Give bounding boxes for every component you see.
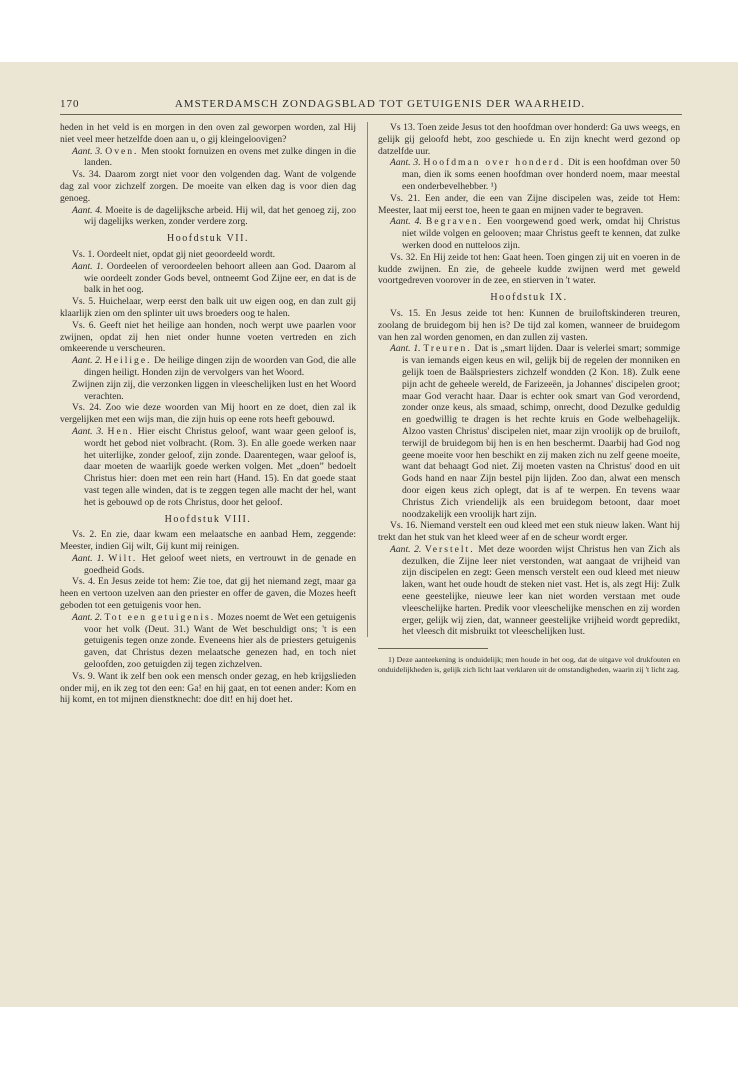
- verse-paragraph: Vs. 15. En Jesus zeide tot hen: Kunnen de bruiloftskinderen treuren, zoolang de bruidegom bij hen is? De tijd zal komen, wanneer de bruidegom van hen zal worden genomen, en dan zullen zij vasten.: [378, 307, 680, 343]
- annotation-paragraph: [60, 426, 356, 509]
- annotation-paragraph: Zwijnen zijn zij, die verzonken liggen in vleeschelijken lust en het Woord verachten.: [72, 378, 356, 402]
- annotation-keyword: Heilige.: [104, 355, 152, 367]
- annotation-paragraph: [378, 544, 680, 638]
- verse-paragraph: Vs. 2. En zie, daar kwam een melaatsche en aanbad Hem, zeggende: Meester, indien Gij wilt, Gij kunt mij reinigen.: [60, 529, 356, 553]
- verse-paragraph: Vs. 9. Want ik zelf ben ook een mensch onder gezag, en heb krijgslieden onder mij, en ik zeg tot den een: Ga! en hij gaat, en tot eenen ander: Kom en hij komt, en tot mijnen dienstknecht: doe dit! en hij doet het.: [60, 670, 356, 706]
- verse-paragraph: Vs. 24. Zoo wie deze woorden van Mij hoort en ze doet, dien zal ik vergelijken met een wijs man, die zijn huis op eene rots heeft gebouwd.: [60, 402, 356, 426]
- annotation-paragraph: [60, 146, 356, 170]
- annotation-text: De heilige dingen zijn de woorden van God, die alle dingen heiligt. Honden zijn de vervolgers van het Woord.: [84, 355, 356, 378]
- verse-paragraph: Vs. 1. Oordeelt niet, opdat gij niet geoordeeld wordt.: [72, 248, 276, 260]
- column-divider: [367, 122, 368, 637]
- annotation-paragraph: [378, 343, 680, 520]
- annotation-paragraph: [60, 355, 356, 379]
- verse-paragraph: Vs. 5. Huichelaar, werp eerst den balk uit uw eigen oog, en dan zult gij klaarlijk zien om den splinter uit uws broeders oog te halen.: [60, 296, 356, 319]
- footnote: 1) Deze aanteekening is onduidelijk; men houde in het oog, dat de uitgave vol drukfouten en onduidelijkheden is, gelijk zich licht laat verklaren uit de omstandigheden, waarin zij 't licht zag.: [378, 655, 680, 674]
- verse-paragraph: Vs. 32. En Hij zeide tot hen: Gaat heen. Toen gingen zij uit en voeren in de kudde zwijnen. En zie, de geheele kudde zwijnen werd met geweld voortgedreven voorover in de zee, en stierven in 't water.: [378, 251, 680, 287]
- chapter-heading: Hoofdstuk VII.: [167, 233, 249, 245]
- annotation-text: Het geloof weet niets, en vertrouwt in de genade en goedheid Gods.: [84, 552, 356, 576]
- annotation-paragraph: [378, 216, 680, 251]
- annotation-label: Aant. 2.: [390, 543, 422, 555]
- annotation-keyword: Wilt.: [108, 552, 138, 564]
- annotation-text: Mozes noemt de Wet een getuigenis voor het volk (Deut. 31.) Want de Wet beschuldigt ons; 't is een getuigenis tegen onze zonde. Eveneens hier als de priesters getuigenis gaven, dat Christus dezen melaatsche genezen had, en toch niet geloofden, zoo getuigden zij tegen zichzelven.: [84, 611, 356, 671]
- verse-paragraph: Vs. 21. Een ander, die een van Zijne discipelen was, zeide tot Hem: Meester, laat mij eerst toe, heen te gaan en mijnen vader te begraven.: [378, 192, 680, 216]
- annotation-paragraph: [60, 205, 356, 229]
- annotation-label: Aant. 2.: [72, 355, 103, 367]
- annotation-keyword: Hoofdman over honderd.: [423, 157, 566, 169]
- annotation-text: Men stookt fornuizen en ovens met zulke dingen in die landen.: [84, 145, 356, 169]
- annotation-label: Aant. 1.: [72, 552, 104, 564]
- page: [0, 62, 738, 1007]
- annotation-keyword: Treuren.: [423, 343, 472, 355]
- right-column: [378, 122, 680, 674]
- annotation-label: Aant. 3.: [72, 145, 103, 157]
- journal-title: AMSTERDAMSCH ZONDAGSBLAD TOT GETUIGENIS DER WAARHEID.: [174, 98, 586, 110]
- left-column: [60, 122, 356, 706]
- annotation-paragraph: [378, 157, 680, 192]
- annotation-label: Aant. 3.: [72, 425, 104, 437]
- annotation-label: Aant. 4.: [72, 204, 103, 216]
- page-number: 170: [60, 98, 80, 110]
- annotation-text: Moeite is de dagelijksche arbeid. Hij wil, dat het genoeg zij, zoo wij dagelijks werken, zonder verdere zorg.: [84, 204, 356, 228]
- verse-paragraph: Vs. 4. En Jesus zeide tot hem: Zie toe, dat gij het niemand zegt, maar ga heen en vertoon uzelven aan den priester en offer de gaven, die Mozes heeft geboden tot een getuigenis voor hen.: [60, 576, 356, 612]
- verse-paragraph: Vs 13. Toen zeide Jesus tot den hoofdman over honderd: Ga uws weegs, en gelijk gij geloofd hebt, zoo geschiede u. En zijn knecht werd gezond op datzelfde uur.: [378, 122, 680, 157]
- annotation-keyword: Hen.: [107, 425, 134, 437]
- annotation-keyword: Tot een getuigenis.: [104, 611, 216, 623]
- annotation-paragraph: [60, 261, 356, 296]
- annotation-label: Aant. 1.: [72, 260, 104, 272]
- continued-paragraph: heden in het veld is en morgen in den oven zal geworpen worden, zal Hij niet veel meer hetzelfde doen aan u, o gij kleingeloovigen?: [60, 122, 356, 145]
- verse-paragraph: Vs. 34. Daarom zorgt niet voor den volgenden dag. Want de volgende dag zal voor zichzelf zorgen. De moeite van elken dag is voor dien dag genoeg.: [60, 169, 356, 204]
- annotation-text: Oordeelen of veroordeelen behoort alleen aan God. Daarom al wie oordeelt zonder Gods bevel, ontneemt God Zijne eer, en dat is de balk in het oog.: [84, 260, 356, 296]
- annotation-label: Aant. 4.: [390, 216, 422, 228]
- verse-paragraph: Vs. 6. Geeft niet het heilige aan honden, noch werpt uwe paarlen voor zwijnen, opdat zij hen niet onder hunne voeten vertreden en zich omkeerende u verscheuren.: [60, 319, 356, 355]
- annotation-text: Dat is „smart lijden. Daar is velerlei smart; sommige is van iemands eigen keus en wil, gelijk bij de regelen der monniken en gelijk toen de Baälspriesters zichzelf wondden (2 Kon. 18). Zulk eene pijn acht de geheele wereld, de Farizeeën, ja Johannes' discipelen groot; maar God veracht haar. Daar is echter ook smart van God verordend, zonder onze keus, als smaad, schimp, onrecht, dood Dezulke geduldig en goedwillig te dragen is het rechte kruis en Gode welbehagelijk. Alzoo vasten Christus' discipelen niet, maar zijn vroolijk op de bruiloft, terwijl de bruidegom bij hen is en hen beschermt. Daarbij had God nog geene moeite voor hen beschikt en zij maken zich nu zelf geene moeite, want dat behaagt God niet. Zij moeten vasten na Christus' dood en uit Gods hand en naar Zijn bestel pijn lijden. Zoo dan, alwat een mensch door eigen keus zich oplegt, dat is af te werpen. En tevens waar Christus Zich vriendelijk als een bruidegom betoont, daar moet noodzakelijk een vroolijk hart zijn.: [402, 343, 680, 520]
- chapter-heading: Hoofdstuk VIII.: [164, 513, 252, 525]
- running-header: [60, 98, 682, 115]
- chapter-heading: Hoofdstuk IX.: [490, 292, 568, 304]
- annotation-text: Met deze woorden wijst Christus hen van Zich als dezulken, die Zijne leer niet verstonden, wat aangaat de vrijheid van zijn discipelen en zegt: Geen mensch verstelt een oud kleed met nieuw laken, want het oude houdt de steken niet vast. Het is, als zegt Hij: Zulk eene geestelijke, nieuwe leer kan niet worden verstaan met oude vleeschelijke harten. Predik voor vleeschelijke menschen en zij worden erger, gelijk wij zien, dat, wanneer geestelijke vrijheid wordt gepredikt, het vleesch dit misbruikt tot vleeschelijken lust.: [402, 543, 680, 638]
- annotation-paragraph: [60, 553, 356, 577]
- annotation-keyword: Begraven.: [425, 216, 484, 228]
- annotation-keyword: Oven.: [105, 145, 139, 157]
- annotation-text: Een voorgewend goed werk, omdat hij Christus niet wilde volgen en gelooven; maar Christus geeft te kennen, dat zulke werken dood en nutteloos zijn.: [402, 216, 680, 251]
- annotation-label: Aant. 3.: [390, 157, 421, 169]
- annotation-label: Aant. 1.: [390, 343, 421, 355]
- annotation-paragraph: [60, 612, 356, 671]
- annotation-keyword: Verstelt.: [424, 543, 475, 555]
- footnote-rule: [378, 648, 488, 649]
- annotation-label: Aant. 2.: [72, 611, 103, 623]
- annotation-text: Hier eischt Christus geloof, want waar geen geloof is, wordt het gebod niet volbracht. (Rom. 3). En alle goede werken naar het uiterlijke, zonder geloof, zijn zonde. Daarentegen, waar geloof is, daar moeten de waarlijk goede werken volgen. Met „doen” bedoelt Christus hier: doen met een rein hart (Hand. 15). En dat goede staat vast tegen alle winden, dat is te zeggen tegen alle macht der hel, want het is gebouwd op de rots Christus, door het geloof.: [84, 425, 356, 508]
- verse-paragraph: Vs. 16. Niemand verstelt een oud kleed met een stuk nieuw laken. Want hij trekt dan het stuk van het kleed weer af en de scheur wordt erger.: [378, 520, 680, 544]
- annotation-text: Dit is een hoofdman over 50 man, dien ik soms eenen hoofdman over honderd noem, maar meestal een onderbevelhebber. ¹): [402, 157, 680, 192]
